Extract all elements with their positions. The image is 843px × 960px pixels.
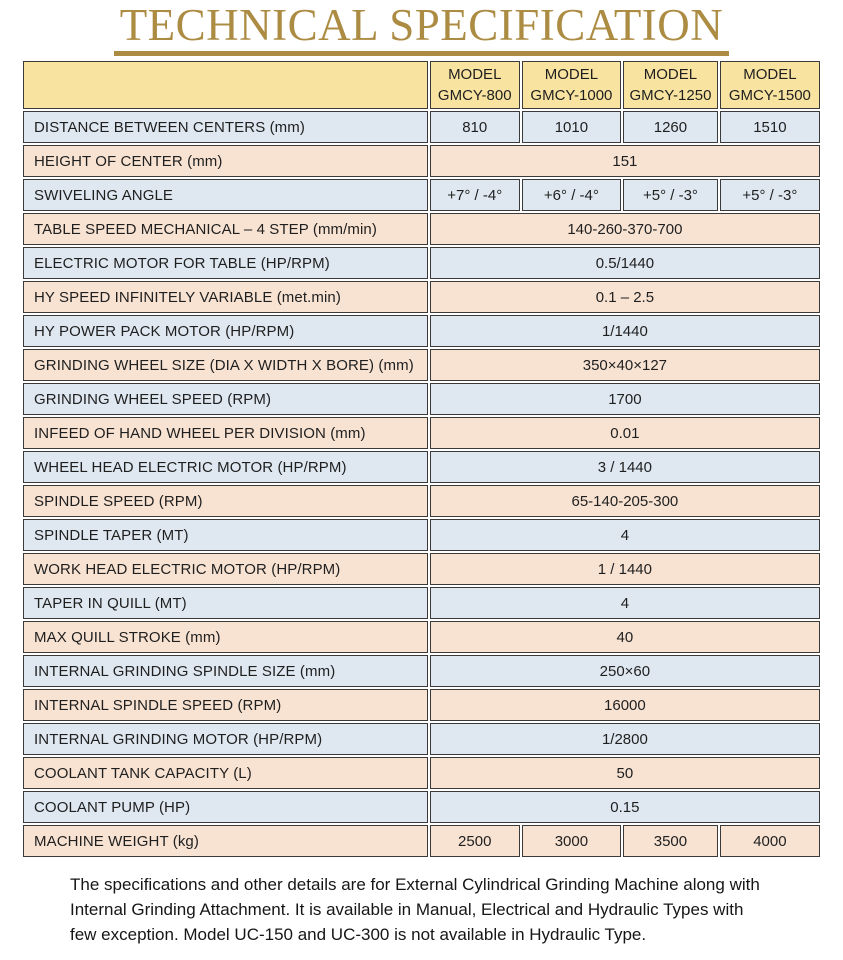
footnote bbox=[70, 872, 843, 947]
header-model-gmcy-800 bbox=[430, 61, 520, 109]
spec-row bbox=[23, 451, 820, 483]
spec-row-label: GRINDING WHEEL SIZE (DIA X WIDTH X BORE) (mm) bbox=[23, 349, 428, 381]
spec-row-label: GRINDING WHEEL SPEED (RPM) bbox=[23, 383, 428, 415]
spec-row-label: MACHINE WEIGHT (kg) bbox=[23, 825, 428, 857]
spec-row-value: 1 / 1440 bbox=[430, 553, 820, 585]
header-line1: MODEL bbox=[743, 66, 797, 83]
spec-row-label: INTERNAL GRINDING MOTOR (HP/RPM) bbox=[23, 723, 428, 755]
header-line1: MODEL bbox=[544, 66, 599, 83]
spec-row-value: +7° / -4° bbox=[430, 179, 520, 211]
spec-row bbox=[23, 689, 820, 721]
spec-row bbox=[23, 111, 820, 143]
header-line2: GMCY-1500 bbox=[728, 87, 811, 104]
spec-row bbox=[23, 519, 820, 551]
spec-row-label: INTERNAL GRINDING SPINDLE SIZE (mm) bbox=[23, 655, 428, 687]
spec-row-value: +5° / -3° bbox=[623, 179, 718, 211]
spec-row bbox=[23, 417, 820, 449]
spec-row bbox=[23, 553, 820, 585]
spec-row-label: HY SPEED INFINITELY VARIABLE (met.min) bbox=[23, 281, 428, 313]
header-line2: GMCY-800 bbox=[437, 87, 512, 104]
spec-row bbox=[23, 791, 820, 823]
spec-row bbox=[23, 145, 820, 177]
header-line2: GMCY-1250 bbox=[629, 87, 712, 104]
spec-row bbox=[23, 383, 820, 415]
spec-row bbox=[23, 655, 820, 687]
spec-row-value: +6° / -4° bbox=[522, 179, 621, 211]
header-model-gmcy-1000 bbox=[522, 61, 621, 109]
spec-row-value: 65-140-205-300 bbox=[430, 485, 820, 517]
header-model-gmcy-1250 bbox=[623, 61, 718, 109]
table-header-row bbox=[23, 61, 820, 109]
spec-row bbox=[23, 247, 820, 279]
footnote-line: Internal Grinding Attachment. It is available in Manual, Electrical and Hydraulic Types with bbox=[70, 900, 744, 919]
spec-row-value: 3500 bbox=[623, 825, 718, 857]
spec-row-label: COOLANT PUMP (HP) bbox=[23, 791, 428, 823]
footnote-line: The specifications and other details are for External Cylindrical Grinding Machine along with bbox=[70, 875, 760, 894]
spec-row bbox=[23, 757, 820, 789]
spec-row-value: 0.15 bbox=[430, 791, 820, 823]
spec-row-value: 1700 bbox=[430, 383, 820, 415]
spec-row bbox=[23, 281, 820, 313]
spec-row-value: 1010 bbox=[522, 111, 621, 143]
spec-row-label: TABLE SPEED MECHANICAL – 4 STEP (mm/min) bbox=[23, 213, 428, 245]
spec-row-value: 0.01 bbox=[430, 417, 820, 449]
spec-row bbox=[23, 315, 820, 347]
spec-row-label: TAPER IN QUILL (MT) bbox=[23, 587, 428, 619]
spec-row bbox=[23, 825, 820, 857]
spec-row-value: 140-260-370-700 bbox=[430, 213, 820, 245]
spec-row-label: HEIGHT OF CENTER (mm) bbox=[23, 145, 428, 177]
spec-row-value: 0.5/1440 bbox=[430, 247, 820, 279]
spec-row bbox=[23, 485, 820, 517]
spec-row-label: WORK HEAD ELECTRIC MOTOR (HP/RPM) bbox=[23, 553, 428, 585]
spec-row-label: INFEED OF HAND WHEEL PER DIVISION (mm) bbox=[23, 417, 428, 449]
spec-row-label: HY POWER PACK MOTOR (HP/RPM) bbox=[23, 315, 428, 347]
spec-row-value: 350×40×127 bbox=[430, 349, 820, 381]
spec-row-label: COOLANT TANK CAPACITY (L) bbox=[23, 757, 428, 789]
spec-row-value: 250×60 bbox=[430, 655, 820, 687]
spec-row-value: 3 / 1440 bbox=[430, 451, 820, 483]
spec-row-value: 1/1440 bbox=[430, 315, 820, 347]
spec-row-label: ELECTRIC MOTOR FOR TABLE (HP/RPM) bbox=[23, 247, 428, 279]
spec-row-value: +5° / -3° bbox=[720, 179, 820, 211]
spec-row-value: 1260 bbox=[623, 111, 718, 143]
spec-row-value: 2500 bbox=[430, 825, 520, 857]
spec-row bbox=[23, 349, 820, 381]
spec-row bbox=[23, 179, 820, 211]
spec-row bbox=[23, 587, 820, 619]
spec-row-label: SPINDLE SPEED (RPM) bbox=[23, 485, 428, 517]
spec-row-label: INTERNAL SPINDLE SPEED (RPM) bbox=[23, 689, 428, 721]
title-block bbox=[0, 0, 843, 56]
spec-row-label: WHEEL HEAD ELECTRIC MOTOR (HP/RPM) bbox=[23, 451, 428, 483]
spec-row-value: 1/2800 bbox=[430, 723, 820, 755]
header-model-gmcy-1500 bbox=[720, 61, 820, 109]
spec-row bbox=[23, 213, 820, 245]
spec-row-value: 810 bbox=[430, 111, 520, 143]
spec-row-value: 1510 bbox=[720, 111, 820, 143]
spec-row-label: MAX QUILL STROKE (mm) bbox=[23, 621, 428, 653]
header-line2: GMCY-1000 bbox=[530, 87, 613, 104]
spec-row-value: 0.1 – 2.5 bbox=[430, 281, 820, 313]
footnote-line: few exception. Model UC-150 and UC-300 is not available in Hydraulic Type. bbox=[70, 925, 647, 944]
page-title: TECHNICAL SPECIFICATION bbox=[114, 1, 730, 56]
spec-row-label: SWIVELING ANGLE bbox=[23, 179, 428, 211]
spec-row-value: 4 bbox=[430, 519, 820, 551]
spec-row-value: 3000 bbox=[522, 825, 621, 857]
spec-row-value: 40 bbox=[430, 621, 820, 653]
spec-row-value: 4 bbox=[430, 587, 820, 619]
spec-row-label: SPINDLE TAPER (MT) bbox=[23, 519, 428, 551]
spec-row-value: 4000 bbox=[720, 825, 820, 857]
header-line1: MODEL bbox=[643, 66, 698, 83]
header-line1: MODEL bbox=[448, 66, 502, 83]
header-empty-cell bbox=[23, 61, 428, 109]
spec-row bbox=[23, 621, 820, 653]
spec-table bbox=[21, 59, 822, 859]
spec-row-value: 50 bbox=[430, 757, 820, 789]
spec-row-label: DISTANCE BETWEEN CENTERS (mm) bbox=[23, 111, 428, 143]
spec-row-value: 16000 bbox=[430, 689, 820, 721]
spec-row-value: 151 bbox=[430, 145, 820, 177]
spec-row bbox=[23, 723, 820, 755]
